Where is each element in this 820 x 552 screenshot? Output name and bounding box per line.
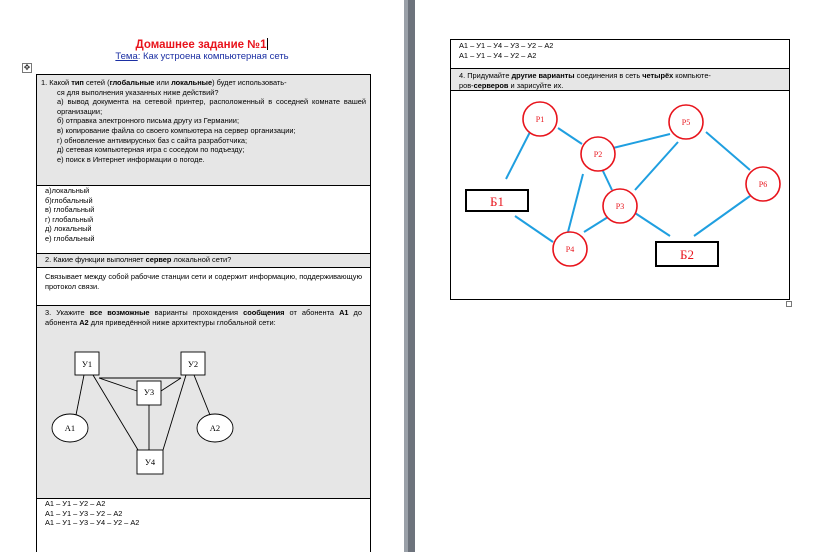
route-item: А1 – У1 – У3 – У2 – А2 (45, 508, 123, 518)
question-1-item: е) поиск в Интернет информации о погоде. (57, 154, 205, 164)
link-p1-p2 (558, 128, 582, 144)
question-4-text: 4. Придумайте другие варианты соединения в сеть четырёх компьюте- ров-серверов и зарисуйте их. (451, 69, 789, 91)
link-p4-b1 (515, 216, 553, 242)
computer-p4-label: P4 (565, 245, 575, 254)
answer-2-cell[interactable] (36, 268, 371, 306)
question-2-text: 2. Какие функции выполняет сервер локальной сети? (45, 255, 232, 264)
link-a1-u1 (76, 375, 84, 415)
route-item: А1 – У1 – У3 – У4 – У2 – А2 (45, 518, 140, 528)
page-gutter-shadow (408, 0, 415, 552)
route-item: А1 – У1 – У2 – А2 (45, 499, 106, 508)
computer-p6-label: P6 (758, 180, 768, 189)
document-title[interactable]: Домашнее задание №1 (135, 39, 267, 51)
answer-1-item: г) глобальный (45, 214, 94, 224)
answer-1-item: а)локальный (45, 186, 90, 195)
text-cursor (267, 38, 268, 50)
label-a2: А2 (209, 423, 221, 433)
computer-p5-label: P5 (681, 118, 691, 127)
server-b1-label: Б1 (490, 194, 504, 209)
answer-1-item: д) локальный (45, 224, 92, 234)
table-move-handle-icon[interactable]: ✥ (23, 63, 31, 72)
link-p2-p5 (613, 134, 670, 148)
answer-1-cell[interactable] (36, 186, 371, 254)
answer-3-continued-cell[interactable] (450, 39, 790, 69)
question-1-item: а) вывод документа на сетевой принтер, расположенный в соседней комнате вашей организации; (57, 97, 366, 116)
route-item: А1 – У1 – У4 – У2 – А2 (459, 50, 537, 60)
label-u4: У4 (144, 457, 156, 467)
link-p5-p6 (706, 132, 750, 170)
question-1-item: д) сетевая компьютерная игра с соседом по подъезду; (57, 145, 245, 155)
question-1-item: г) обновление антивирусных баз с сайта разработчика; (57, 135, 248, 145)
answer-1-item: е) глобальный (45, 233, 95, 243)
topic-label: Тема (115, 51, 138, 62)
question-2-cell[interactable] (36, 254, 371, 268)
link-p2-p4 (568, 174, 583, 232)
link-p1-b1 (506, 132, 530, 179)
question-1-line1: 1. Какой тип сетей (глобальные или локальные) будет использовать- (41, 78, 287, 87)
answer-1-item: б)глобальный (45, 195, 93, 205)
link-p6-b2 (694, 196, 750, 236)
server-network-drawing (450, 92, 790, 300)
computer-p2-label: P2 (593, 150, 603, 159)
question-1-item: б) отправка электронного письма другу из Германии; (57, 116, 239, 126)
table-resize-handle-icon[interactable] (786, 301, 792, 307)
question-1-cell[interactable] (36, 74, 371, 186)
link-p3-p4 (584, 217, 608, 232)
document-subtitle (0, 51, 404, 62)
question-1-item: в) копирование файла со своего компьютера на сервер организации; (57, 125, 296, 135)
link-u1-u3 (99, 378, 137, 391)
global-network-diagram (36, 306, 371, 499)
route-item: А1 – У1 – У4 – У3 – У2 – А2 (459, 41, 554, 50)
server-b2-label: Б2 (680, 247, 694, 262)
label-a1: А1 (64, 423, 76, 433)
question-3-text: 3. Укажите все возможные варианты прохождения сообщения от абонента А1 до абонента А2 для приведённой ниже архитектуры глобальной сети: (45, 308, 362, 327)
answer-1-item: в) глобальный (45, 205, 95, 215)
label-u3: У3 (143, 387, 155, 397)
answer-2-text: Связывает между собой рабочие станции сети и содержит информацию, поддерживающую протокол связи. (45, 272, 362, 291)
computer-p1-label: P1 (535, 115, 545, 124)
link-p3-b2 (635, 213, 670, 236)
answer-3-cell[interactable] (36, 499, 371, 552)
link-u2-u3 (161, 378, 181, 391)
link-p5-p3 (635, 142, 678, 190)
topic-text: : Как устроена компьютерная сеть (137, 51, 289, 62)
link-a2-u2 (194, 375, 210, 415)
link-u1-u4 (93, 375, 138, 450)
label-u1: У1 (81, 359, 93, 369)
label-u2: У2 (187, 359, 199, 369)
question-1-line2: ся для выполнения указанных ниже действий? (57, 87, 219, 97)
computer-p3-label: P3 (615, 202, 625, 211)
link-p2-p3 (602, 169, 612, 190)
link-u2-u4 (163, 375, 186, 450)
